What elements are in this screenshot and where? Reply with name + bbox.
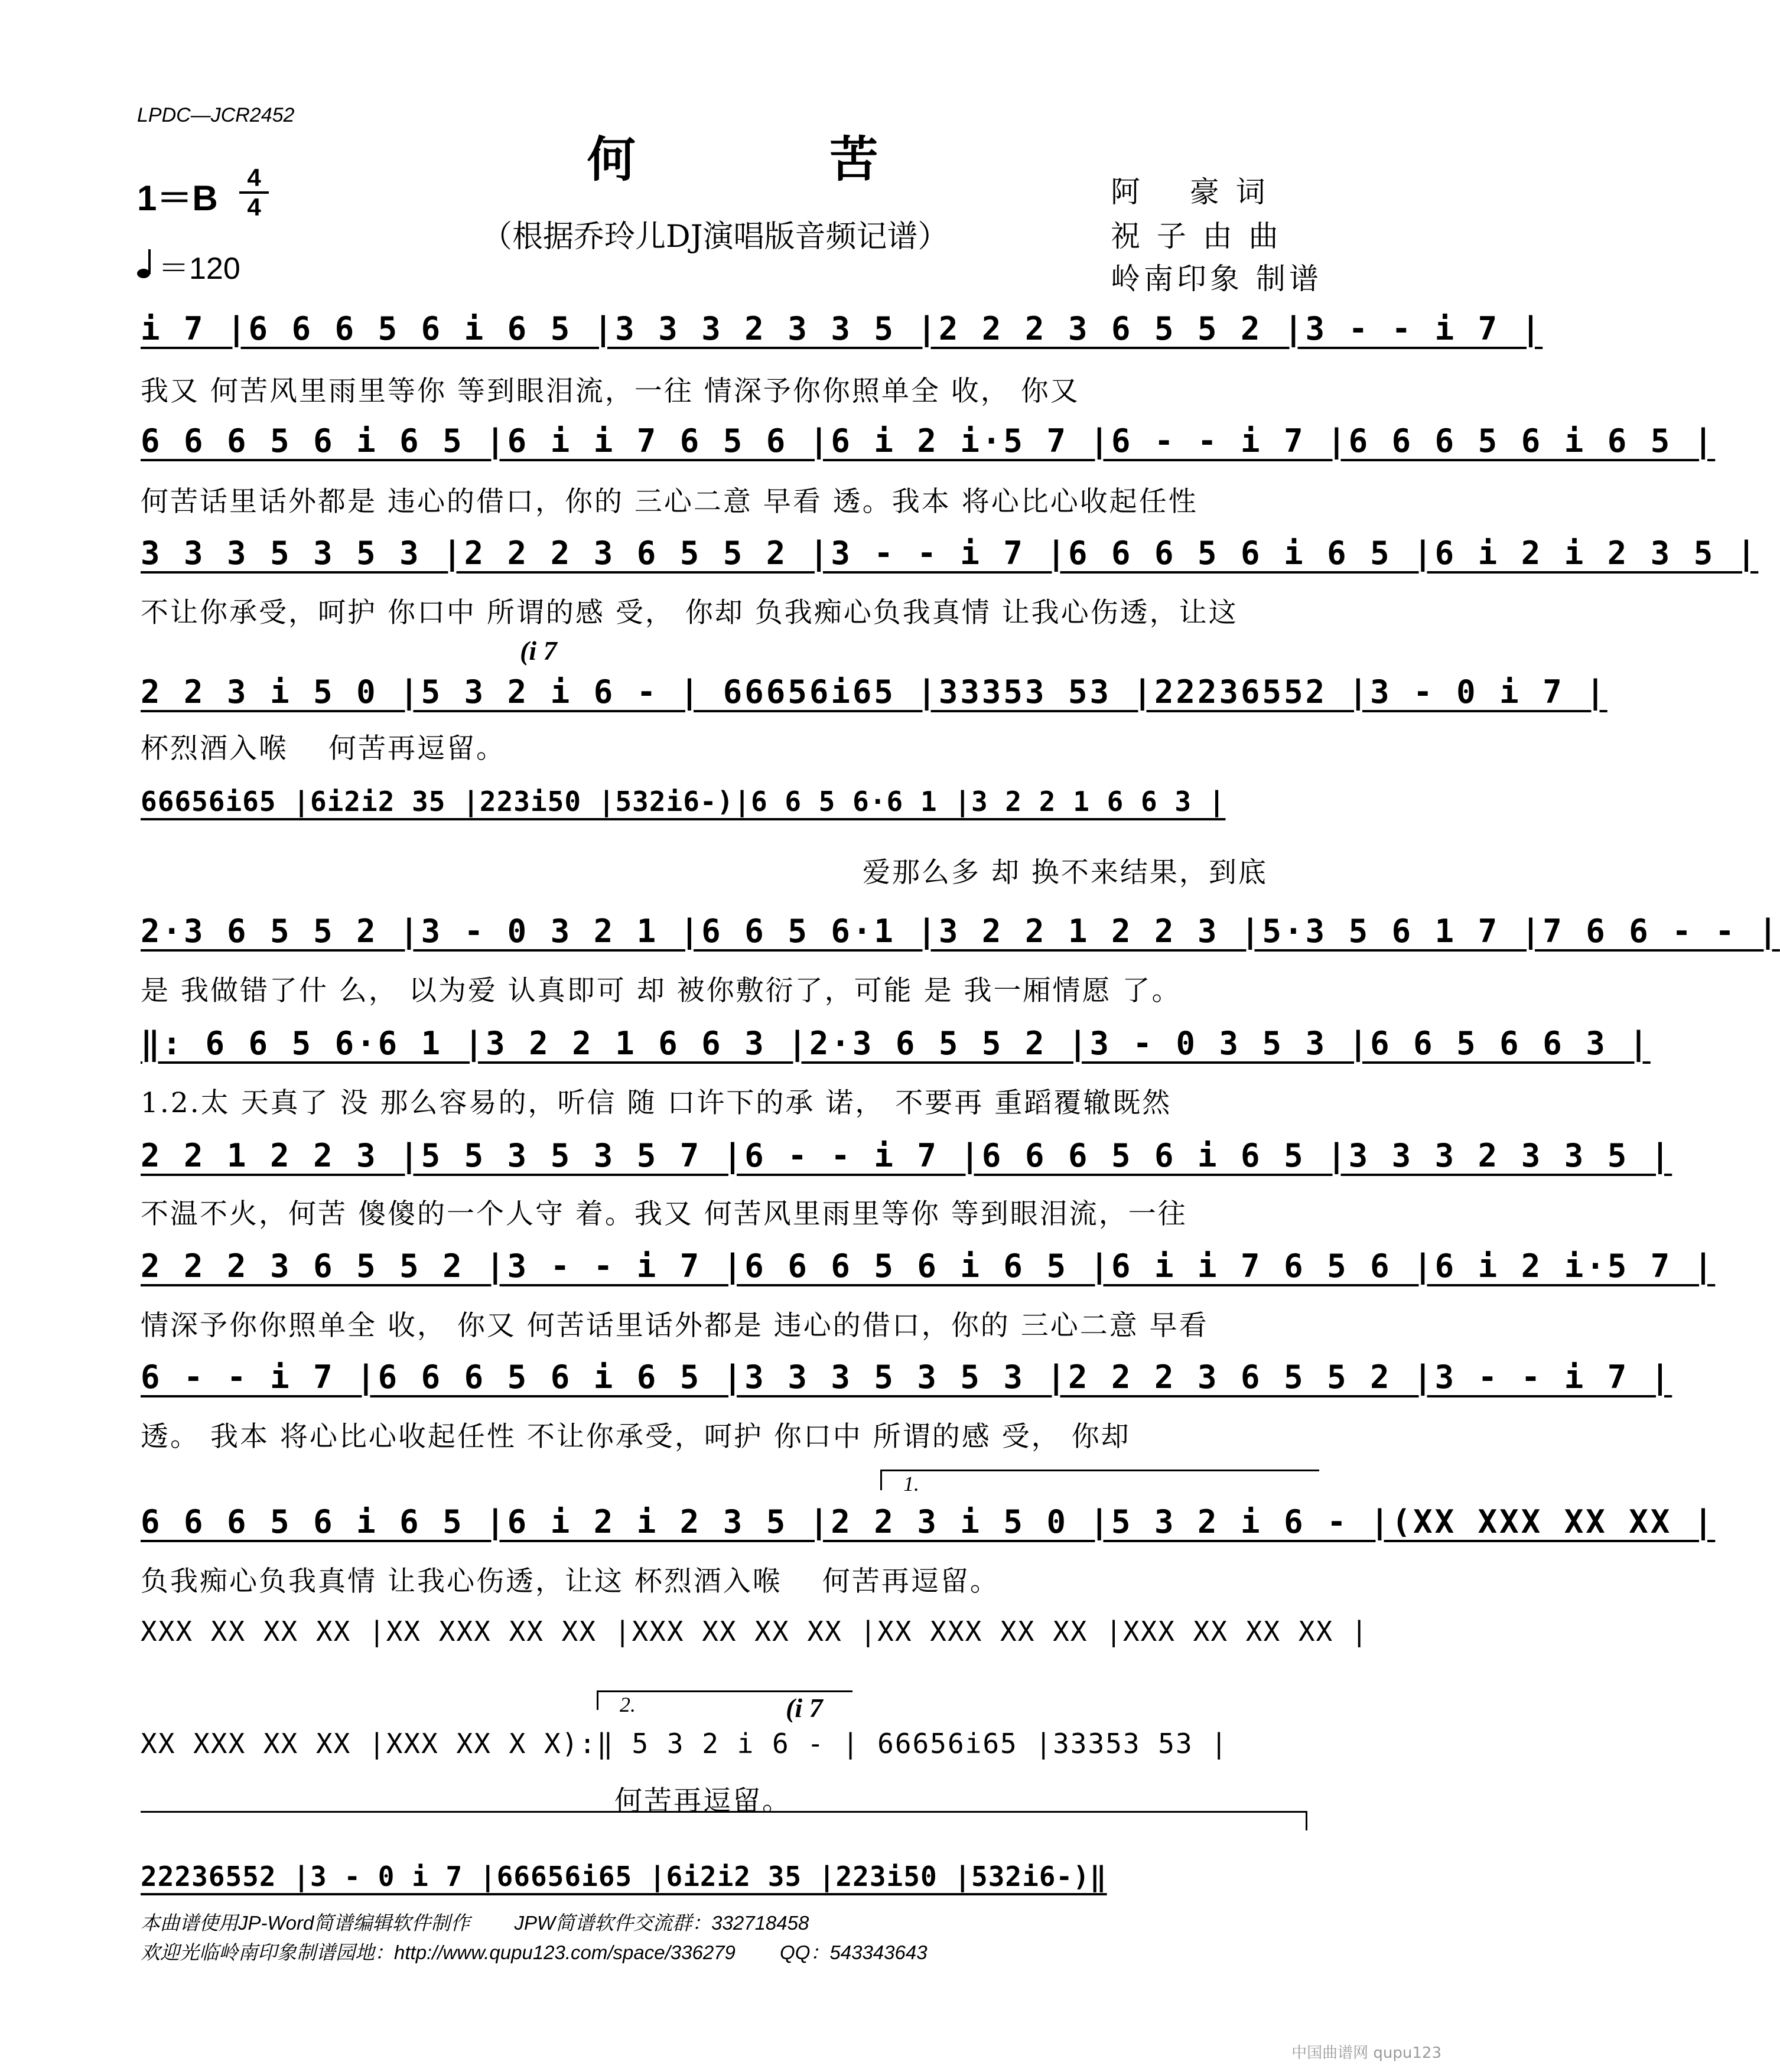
tempo-value: ＝120 — [158, 252, 240, 286]
lyric-line-7: 1.2.太 天真了 没 那么容易的，听信 随 口许下的承 诺， 不要再 重蹈覆辙既然 — [141, 1087, 1172, 1119]
notation-line-9: 2 2 2 3 6 5 5 2 |3 - - i 7 |6 6 6 5 6 i 6 5 |6 i i 7 6 5 6 |6 i 2 i·5 7 | — [141, 1247, 1716, 1285]
second-ending-label: 2. — [620, 1693, 636, 1716]
lyric-line-3: 不让你承受，呵护 你口中 所谓的感 受， 你却 负我痴心负我真情 让我心伤透，让这 — [141, 597, 1238, 629]
notation-line-10: 6 - - i 7 |6 6 6 5 6 i 6 5 |3 3 3 5 3 5 3 |2 2 2 3 6 5 5 2 |3 - - i 7 | — [141, 1358, 1672, 1396]
time-signature-top: 4 — [247, 164, 261, 191]
score-code: LPDC—JCR2452 — [137, 104, 295, 126]
pickup-marking-1: (i 7 — [520, 636, 557, 666]
notation-line-11: 6 6 6 5 6 i 6 5 |6 i 2 i 2 3 5 |2 2 3 i 5 0 |5 3 2 i 6 - |(XX XXX XX XX | — [141, 1503, 1716, 1540]
notation-line-12: XXX XX XX XX |XX XXX XX XX |XXX XX XX XX |XX XXX XX XX |XXX XX XX XX | — [141, 1615, 1369, 1647]
lyric-line-6: 是 我做错了什 么， 以为爱 认真即可 却 被你敷衍了，可能 是 我一厢情愿 了。 — [141, 975, 1182, 1007]
lyric-line-8: 不温不火，何苦 傻傻的一个人守 着。我又 何苦风里雨里等你 等到眼泪流，一往 — [141, 1198, 1187, 1230]
time-signature — [239, 164, 269, 221]
score-line-8 — [141, 1137, 1672, 1190]
time-signature-bottom: 4 — [247, 193, 261, 221]
score-line-9 — [141, 1247, 1716, 1301]
lyric-line-4: 杯烈酒入喉 何苦再逗留。 — [141, 732, 506, 765]
score-line-11 — [141, 1503, 1716, 1556]
footer-software-note: 本曲谱使用JP-Word简谱编辑软件制作 JPW简谱软件交流群：332718458 — [141, 1912, 809, 1934]
song-title: 何 苦 — [587, 131, 967, 188]
score-line-1 — [141, 310, 1543, 363]
key-signature: 1＝B — [137, 178, 218, 218]
composer-credit: 祝 子 由 曲 — [1111, 219, 1282, 253]
lyric-line-1: 我又 何苦风里雨里等你 等到眼泪流，一往 情深予你你照单全 收， 你又 — [141, 375, 1080, 408]
first-ending-label: 1. — [903, 1472, 919, 1496]
notation-line-7: ‖: 6 6 5 6·6 1 |3 2 2 1 6 6 3 |2·3 6 5 5 2 |3 - 0 3 5 3 |6 6 5 6 6 3 | — [141, 1025, 1651, 1062]
lyric-line-9: 情深予你你照单全 收， 你又 何苦话里话外都是 违心的借口，你的 三心二意 早看 — [141, 1309, 1209, 1342]
lyricist-credit: 阿 豪 词 — [1111, 175, 1269, 209]
score-line-3 — [141, 535, 1759, 588]
first-ending-bracket — [880, 1470, 1319, 1496]
coda-bracket — [141, 1811, 1307, 1830]
score-line-12 — [141, 1615, 1369, 1669]
notation-line-3: 3 3 3 5 3 5 3 |2 2 2 3 6 5 5 2 |3 - - i 7 |6 6 6 5 6 i 6 5 |6 i 2 i 2 3 5 | — [141, 535, 1759, 572]
notation-line-13: XX XXX XX XX |XXX XX X X):‖ 5 3 2 i 6 - | 66656i65 |33353 53 | — [141, 1728, 1229, 1760]
subtitle: （根据乔玲儿DJ演唱版音频记谱） — [481, 219, 949, 255]
notation-line-14: 22236552 |3 - 0 i 7 |66656i65 |6i2i2 35 |223i50 |532i6-)‖ — [141, 1861, 1107, 1892]
notation-line-1: i 7 |6 6 6 5 6 i 6 5 |3 3 3 2 3 3 5 |2 2 2 3 6 5 5 2 |3 - - i 7 | — [141, 310, 1543, 347]
notation-line-8: 2 2 1 2 2 3 |5 5 3 5 3 5 7 |6 - - i 7 |6 6 6 5 6 i 6 5 |3 3 3 2 3 3 5 | — [141, 1137, 1672, 1174]
lyric-line-5: 爱那么多 却 换不来结果，到底 — [863, 856, 1268, 889]
lyric-line-10: 透。 我本 将心比心收起任性 不让你承受，呵护 你口中 所谓的感 受， 你却 — [141, 1421, 1131, 1453]
lyric-line-2: 何苦话里话外都是 违心的借口，你的 三心二意 早看 透。我本 将心比心收起任性 — [141, 486, 1198, 518]
arranger-credit: 岭南印象 制谱 — [1111, 262, 1322, 296]
pickup-marking-2: (i 7 — [786, 1693, 823, 1723]
score-line-7 — [141, 1025, 1651, 1078]
notation-line-6: 2·3 6 5 5 2 |3 - 0 3 2 1 |6 6 5 6·1 |3 2 2 1 2 2 3 |5·3 5 6 1 7 |7 6 6 - - | — [141, 913, 1780, 950]
tempo-marking — [137, 243, 240, 288]
lyric-line-13: 何苦再逗留。 — [614, 1785, 792, 1817]
score-line-13 — [141, 1728, 1322, 1781]
notation-line-5: 66656i65 |6i2i2 35 |223i50 |532i6-)|6 6 5 6·6 1 |3 2 2 1 6 6 3 | — [141, 786, 1226, 817]
score-line-2 — [141, 422, 1716, 475]
watermark-logo: 中国曲谱网 qupu123 — [1291, 2044, 1441, 2062]
score-line-10 — [141, 1358, 1672, 1412]
notation-line-2: 6 6 6 5 6 i 6 5 |6 i i 7 6 5 6 |6 i 2 i·5 7 |6 - - i 7 |6 6 6 5 6 i 6 5 | — [141, 422, 1716, 460]
score-line-14 — [141, 1861, 1322, 1914]
notation-line-4: 2 2 3 i 5 0 |5 3 2 i 6 - | 66656i65 |33353 53 |22236552 |3 - 0 i 7 | — [141, 673, 1607, 711]
score-line-4 — [141, 673, 1607, 726]
score-line-6 — [141, 913, 1780, 966]
lyric-line-11: 负我痴心负我真情 让我心伤透，让这 杯烈酒入喉 何苦再逗留。 — [141, 1565, 1000, 1598]
score-line-5 — [141, 786, 1322, 839]
quarter-note-icon — [137, 248, 155, 279]
footer-website-note: 欢迎光临岭南印象制谱园地：http://www.qupu123.com/space/336279 QQ：543343643 — [141, 1941, 928, 1963]
